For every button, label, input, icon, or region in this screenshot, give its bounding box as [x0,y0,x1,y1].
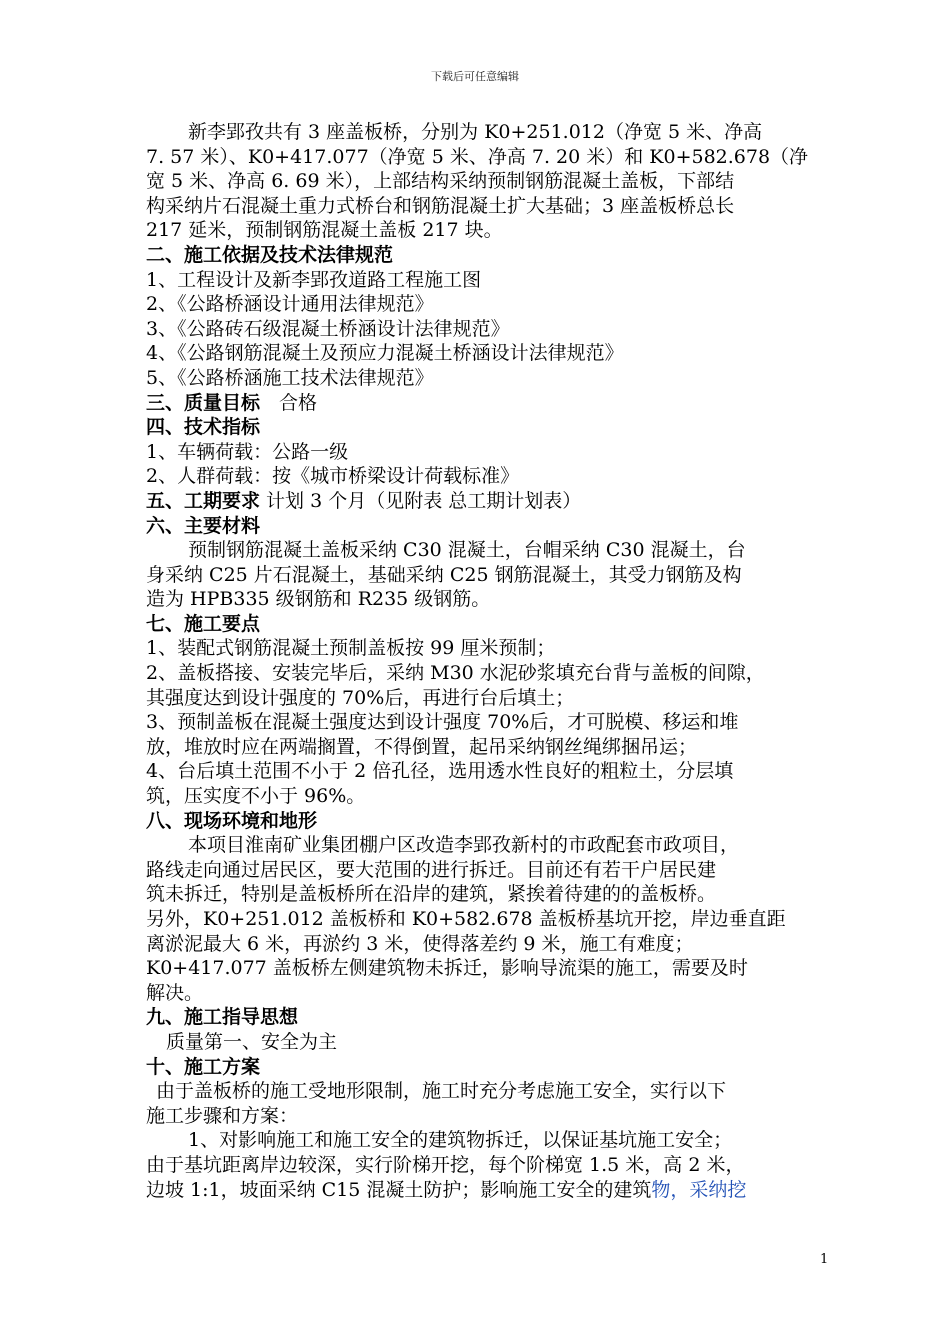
text-line [146,1030,836,1055]
text-line [146,563,836,588]
text-line [146,120,836,145]
line-text: 217 延米，预制钢筋混凝土盖板 217 块。 [146,219,503,242]
text-line [146,981,836,1006]
line-text: 边坡 1:1，坡面采纳 C15 混凝土防护；影响施工安全的建筑 [146,1178,652,1201]
text-line [146,464,836,489]
line-text: 七、施工要点 [146,612,261,635]
line-text: 2、《公路桥涵设计通用法律规范》 [146,293,434,316]
text-line [146,956,836,981]
page-number: 1 [820,1252,829,1267]
text-line [146,784,836,809]
line-text: 五、工期要求 [146,489,261,512]
line-text: 离淤泥最大 6 米，再淤约 3 米，使得落差约 9 米，施工有难度； [146,932,694,955]
line-text: 3、预制盖板在混凝土强度达到设计强度 70%后，才可脱模、移运和堆 [146,711,739,734]
text-line [146,169,836,194]
section-heading [146,1005,836,1030]
line-text: 造为 HPB335 级钢筋和 R235 级钢筋。 [146,588,491,611]
line-text: 1、车辆荷载：公路一级 [146,440,349,463]
text-line [146,907,836,932]
line-text: 4、《公路钢筋混凝土及预应力混凝土桥涵设计法律规范》 [146,342,624,365]
text-line [146,932,836,957]
text-line [146,858,836,883]
text-line [146,710,836,735]
line-text: 1、工程设计及新李郢孜道路工程施工图 [146,268,482,291]
line-text: 预制钢筋混凝土盖板采纳 C30 混凝土，台帽采纳 C30 混凝土，台 [188,539,746,562]
line-text: 3、《公路砖石级混凝土桥涵设计法律规范》 [146,317,510,340]
text-line [146,145,836,170]
line-text: 本项目淮南矿业集团棚户区改造李郢孜新村的市政配套市政项目， [188,834,740,857]
line-text: 放，堆放时应在两端搁置，不得倒置，起吊采纳钢丝绳绑捆吊运； [146,735,698,758]
line-text: 新李郢孜共有 3 座盖板桥，分别为 K0+251.012（净宽 5 米、净高 [188,121,763,143]
text-line [146,292,836,317]
line-text: 身采纳 C25 片石混凝土，基础采纳 C25 钢筋混凝土，其受力钢筋及构 [146,563,742,586]
line-text: 十、施工方案 [146,1055,261,1078]
text-line [146,440,836,465]
line-text: 二、施工依据及技术法律规范 [146,243,394,266]
text-line [146,1079,836,1104]
text-line [146,317,836,342]
text-line [146,1153,836,1178]
section-heading [146,1055,836,1080]
text-line [146,882,836,907]
text-line [146,686,836,711]
text-line [146,587,836,612]
heading-value: 计划 3 个月（见附表 总工期计划表） [260,489,582,512]
line-text: 7. 57 米）、K0+417.077（净宽 5 米、净高 7. 20 米）和 K0+582.678（净 [146,145,809,168]
line-text: 解决。 [146,981,204,1004]
section-heading [146,415,836,440]
heading-value: 合格 [260,391,318,414]
line-text: 2、人群荷载：按《城市桥梁设计荷载标准》 [146,465,520,488]
section-heading [146,809,836,834]
line-text: 路线走向通过居民区，要大范围的进行拆迁。目前还有若干户居民建 [146,858,717,881]
text-line [146,218,836,243]
line-text: 1、对影响施工和施工安全的建筑物拆迁，以保证基坑施工安全； [188,1129,733,1152]
line-text: K0+417.077 盖板桥左侧建筑物未拆迁，影响导流渠的施工，需要及时 [146,957,748,980]
line-text: 4、台后填土范围不小于 2 倍孔径，选用透水性良好的粗粒土，分层填 [146,760,734,783]
section-heading [146,391,836,416]
document-body [146,120,836,1202]
section-heading [146,489,836,514]
line-text: 1、装配式钢筋混凝土预制盖板按 99 厘米预制； [146,637,556,660]
line-text: 四、技术指标 [146,416,261,439]
section-heading [146,612,836,637]
line-text: 筑，压实度不小于 96%。 [146,785,366,808]
line-text: 5、《公路桥涵施工技术法律规范》 [146,366,434,389]
text-line [146,833,836,858]
line-text: 由于盖板桥的施工受地形限制，施工时充分考虑施工安全，实行以下 [156,1080,727,1103]
text-line [146,1128,836,1153]
text-line [146,661,836,686]
text-line [146,194,836,219]
line-text: 构采纳片石混凝土重力式桥台和钢筋混凝土扩大基础；3 座盖板桥总长 [146,194,735,217]
text-line [146,268,836,293]
text-line [146,735,836,760]
text-line [146,1178,836,1203]
line-text: 2、盖板搭接、安装完毕后，采纳 M30 水泥砂浆填充台背与盖板的间隙， [146,662,765,685]
line-text: 宽 5 米、净高 6. 69 米），上部结构采纳预制钢筋混凝土盖板，下部结 [146,170,735,193]
text-line [146,538,836,563]
line-text: 九、施工指导思想 [146,1006,299,1029]
highlighted-text: 物，采纳挖 [651,1178,747,1201]
line-text: 质量第一、安全为主 [166,1030,338,1053]
line-text: 其强度达到设计强度的 70%后，再进行台后填土； [146,686,575,709]
line-text: 筑未拆迁，特别是盖板桥所在沿岸的建筑，紧挨着待建的的盖板桥。 [146,883,717,906]
section-heading [146,243,836,268]
text-line [146,341,836,366]
line-text: 由于基坑距离岸边较深，实行阶梯开挖，每个阶梯宽 1.5 米，高 2 米， [146,1153,745,1176]
text-line [146,1104,836,1129]
line-text: 八、现场环境和地形 [146,809,318,832]
text-line [146,366,836,391]
line-text: 施工步骤和方案： [146,1104,299,1127]
line-text: 六、主要材料 [146,514,261,537]
section-heading [146,514,836,539]
line-text: 三、质量目标 [146,391,261,414]
line-text: 另外，K0+251.012 盖板桥和 K0+582.678 盖板桥基坑开挖，岸边垂直距 [146,908,786,930]
text-line [146,636,836,661]
text-line [146,759,836,784]
page-header: 下载后可任意编辑 [431,70,519,83]
